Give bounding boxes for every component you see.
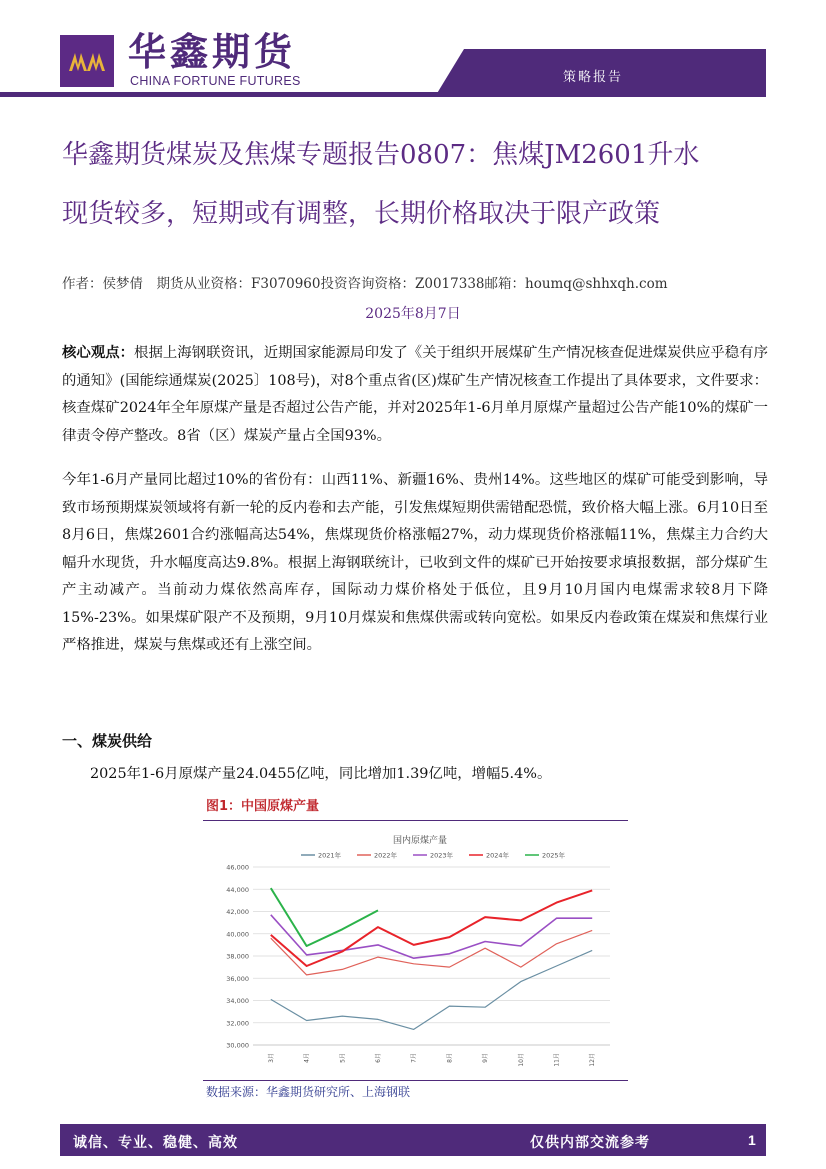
report-date: 2025年8月7日 xyxy=(365,306,461,322)
x-tick-label: 11月 xyxy=(553,1053,561,1067)
key-points-text: 根据上海钢联资讯，近期国家能源局印发了《关于组织开展煤矿生产情况核查促进煤炭供应乎稳有序的通知》(国能综通煤炭(2025〕108号)，对8个重点省(区)煤矿生产情况核查工作提出了具体要求，文件要求：核查煤矿2024年全年原煤产量是否超过公告产能，并对2025年1-6月单月原煤产量超过公告产能10%的煤矿一律责令停产整改。8省（区）煤炭产量占全国93%。 xyxy=(62,345,768,444)
legend-label: 2024年 xyxy=(486,851,510,860)
y-tick-label: 46,000 xyxy=(226,863,249,872)
chart-legend xyxy=(301,851,566,860)
key-points-label: 核心观点： xyxy=(62,345,135,361)
legend-label: 2022年 xyxy=(374,851,398,860)
y-tick-label: 42,000 xyxy=(226,908,249,916)
brand-name-en: CHINA FORTUNE FUTURES xyxy=(130,74,301,88)
section-heading-coal-supply: 一、煤炭供给 xyxy=(62,732,153,750)
chart-title: 国内原煤产量 xyxy=(392,836,448,846)
report-type-label: 策略报告 xyxy=(563,70,624,85)
chart-x-axis xyxy=(267,1053,596,1067)
y-tick-label: 32,000 xyxy=(226,1019,249,1028)
chart-series xyxy=(271,888,592,1029)
x-tick-label: 7月 xyxy=(410,1053,418,1063)
footer-motto: 诚信、专业、稳健、高效 xyxy=(73,1135,238,1151)
footer-notice: 仅供内部交流参考 xyxy=(530,1135,650,1151)
y-tick-label: 44,000 xyxy=(226,885,249,894)
y-tick-label: 34,000 xyxy=(226,997,249,1005)
legend-label: 2021年 xyxy=(318,851,342,860)
legend-label: 2025年 xyxy=(542,851,566,860)
y-tick-label: 40,000 xyxy=(226,930,249,939)
x-tick-label: 5月 xyxy=(339,1053,347,1063)
x-tick-label: 3月 xyxy=(267,1053,275,1063)
legend-label: 2023年 xyxy=(430,851,454,860)
key-points-paragraph xyxy=(62,340,768,450)
y-tick-label: 30,000 xyxy=(226,1041,249,1050)
y-tick-label: 36,000 xyxy=(226,974,249,983)
author-line: 作者：侯梦倩 期货从业资格：F3070960投资咨询资格：Z0017338邮箱：houmq@shhxqh.com xyxy=(62,276,668,292)
header-band xyxy=(0,92,766,97)
analysis-paragraph: 今年1-6月产量同比超过10%的省份有：山西11%、新疆16%、贵州14%。这些地区的煤矿可能受到影响，导致市场预期煤炭领域将有新一轮的反内卷和去产能，引发焦煤短期供需错配恐慌，致价格大幅上涨。6月10日至8月6日，焦煤2601合约涨幅高达54%，焦煤现货价格涨幅27%，动力煤现货价格涨幅11%，焦煤主力合约大幅升水现货，升水幅度高达9.8%。根据上海钢联统计，已收到文件的煤矿已开始按要求填报数据，部分煤矿生产主动减产。当前动力煤依然高库存，国际动力煤价格处于低位，且9月10月国内电煤需求较8月下降15%-23%。如果煤矿限产不及预期，9月10月煤炭和焦煤供需或转向宽松。如果反内卷政策在煤炭和焦煤行业严格推进，煤炭与焦煤或还有上涨空间。 xyxy=(62,472,768,653)
chart-svg xyxy=(205,825,625,1077)
x-tick-label: 12月 xyxy=(589,1053,597,1067)
coal-output-summary: 2025年1-6月原煤产量24.0455亿吨，同比增加1.39亿吨，增幅5.4%。 xyxy=(90,766,552,782)
report-title-line-2: 现货较多，短期或有调整，长期价格取决于限产政策 xyxy=(62,199,661,229)
x-tick-label: 6月 xyxy=(374,1053,382,1063)
x-tick-label: 8月 xyxy=(446,1053,454,1063)
chart-y-axis xyxy=(226,864,249,1050)
x-tick-label: 4月 xyxy=(303,1053,311,1063)
figure-bottom-rule xyxy=(203,1080,628,1081)
company-logo xyxy=(60,35,114,87)
figure-top-rule xyxy=(203,820,628,821)
y-tick-label: 38,000 xyxy=(226,952,249,961)
coal-output-chart xyxy=(205,825,625,1077)
page-number: 1 xyxy=(748,1132,756,1148)
data-source: 数据来源：华鑫期货研究所、上海钢联 xyxy=(206,1085,411,1099)
report-title-line-1: 华鑫期货煤炭及焦煤专题报告0807：焦煤JM2601升水 xyxy=(62,140,700,170)
brand-name-cn: 华鑫期货 xyxy=(128,30,297,74)
series-line-2021年 xyxy=(271,950,592,1029)
x-tick-label: 9月 xyxy=(482,1053,490,1063)
x-tick-label: 10月 xyxy=(517,1053,525,1067)
figure-label: 图1：中国原煤产量 xyxy=(206,799,320,814)
